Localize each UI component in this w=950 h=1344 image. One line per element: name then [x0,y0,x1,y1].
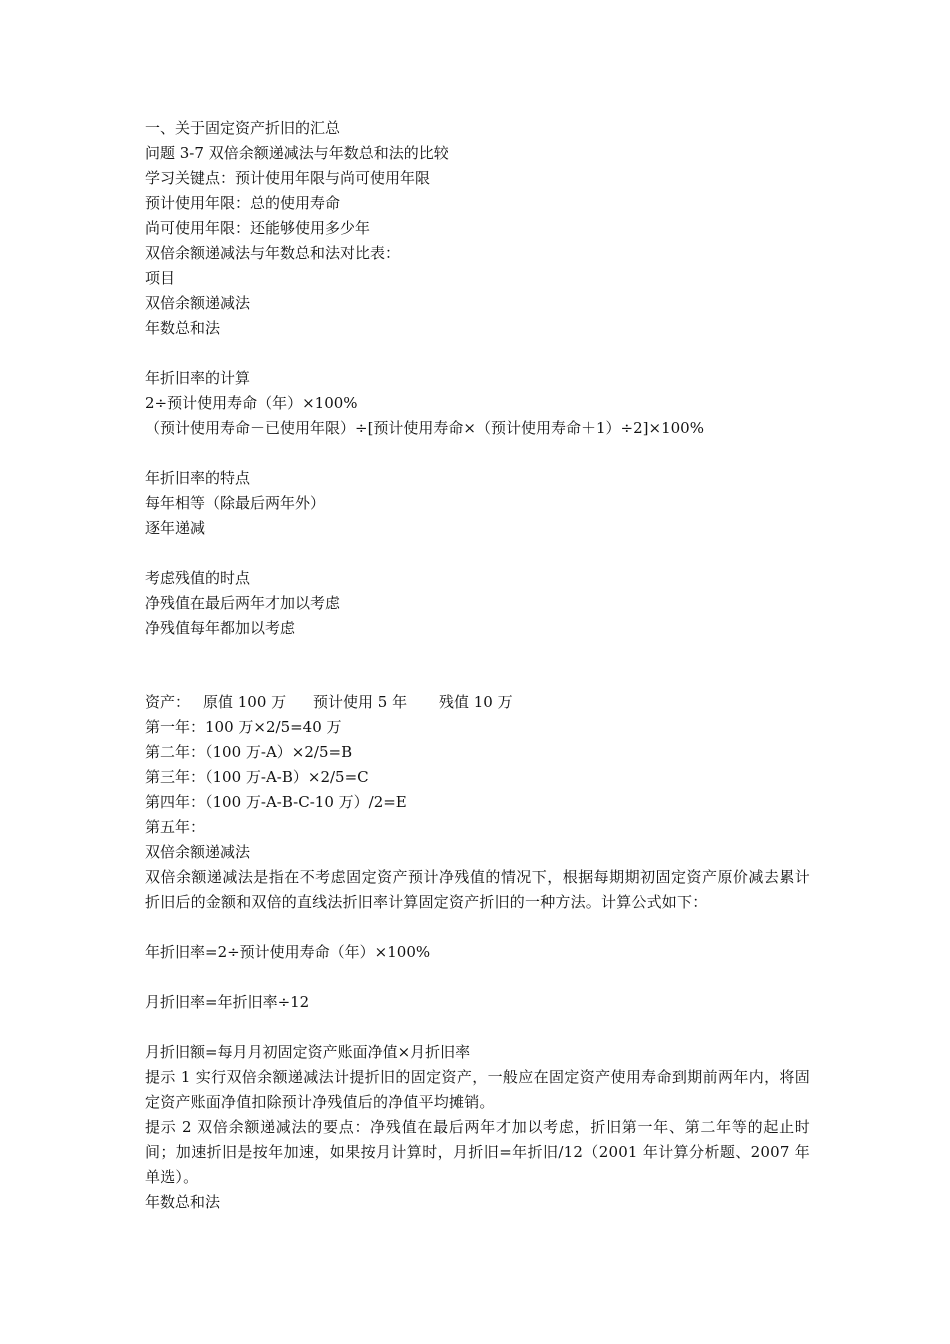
table-cell-syd-rate: （预计使用寿命－已使用年限）÷[预计使用寿命×（预计使用寿命＋1）÷2]×100% [145,419,704,437]
table-cell-ddb-residual: 净残值在最后两年才加以考虑 [145,594,341,612]
formula-monthly-amount: 月折旧额=每月月初固定资产账面净值×月折旧率 [145,1043,471,1061]
ddb-description: 双倍余额递减法是指在不考虑固定资产预计净残值的情况下，根据每期期初固定资产原价减去累计折旧后的金额和双倍的直线法折旧率计算固定资产折旧的一种方法。计算公式如下： [145,868,810,911]
asset-useful-life: 预计使用 5 年 [313,693,408,711]
spacer [145,915,810,940]
table-header-item: 项目 [145,269,176,287]
spacer [145,1015,810,1040]
question-title: 问题 3-7 双倍余额递减法与年数总和法的比较 [145,144,449,162]
ddb-heading: 双倍余额递减法 [145,843,251,861]
table-row-label-residual: 考虑残值的时点 [145,569,251,587]
definition-remaining-life: 尚可使用年限：还能够使用多少年 [145,219,371,237]
key-point-text: 学习关键点：预计使用年限与尚可使用年限 [145,169,431,187]
table-row-label-rate-calc: 年折旧率的计算 [145,369,251,387]
table-header-ddb: 双倍余额递减法 [145,294,251,312]
spacer [145,641,810,666]
spacer [145,666,810,678]
formula-annual-rate: 年折旧率=2÷预计使用寿命（年）×100% [145,943,431,961]
tip-2: 提示 2 双倍余额递减法的要点：净残值在最后两年才加以考虑，折旧第一年、第二年等的起止时间；加速折旧是按年加速，如果按月计算时，月折旧=年折旧/12（2001 年计算分析题、2007 年单选）。 [145,1118,810,1186]
syd-heading: 年数总和法 [145,1193,221,1211]
asset-original-value: 原值 100 万 [203,693,287,711]
formula-monthly-rate: 月折旧率=年折旧率÷12 [145,993,310,1011]
table-header-syd: 年数总和法 [145,319,221,337]
table-cell-syd-feature: 逐年递减 [145,519,206,537]
comparison-table-title: 双倍余额递减法与年数总和法对比表： [145,244,401,262]
table-cell-ddb-rate: 2÷预计使用寿命（年）×100% [145,394,358,412]
spacer [145,678,810,690]
tip-1: 提示 1 实行双倍余额递减法计提折旧的固定资产，一般应在固定资产使用寿命到期前两年内，将固定资产账面净值扣除预计净残值后的净值平均摊销。 [145,1068,810,1111]
asset-residual-value: 残值 10 万 [439,693,513,711]
table-cell-syd-residual: 净残值每年都加以考虑 [145,619,296,637]
definition-expected-life: 预计使用年限：总的使用寿命 [145,194,341,212]
example-year-5: 第五年： [145,818,206,836]
table-row-label-rate-feature: 年折旧率的特点 [145,469,251,487]
document-body [145,116,810,1215]
example-year-3: 第三年：（100 万-A-B）×2/5=C [145,768,369,786]
example-year-1: 第一年：100 万×2/5=40 万 [145,718,342,736]
asset-label: 资产： [145,693,191,711]
section-heading: 一、关于固定资产折旧的汇总 [145,119,341,137]
spacer [145,441,810,466]
example-year-2: 第二年：（100 万-A）×2/5=B [145,743,353,761]
table-cell-ddb-feature: 每年相等（除最后两年外） [145,494,326,512]
example-year-4: 第四年：（100 万-A-B-C-10 万）/2=E [145,793,407,811]
spacer [145,341,810,366]
spacer [145,541,810,566]
spacer [145,965,810,990]
asset-example [145,690,810,715]
